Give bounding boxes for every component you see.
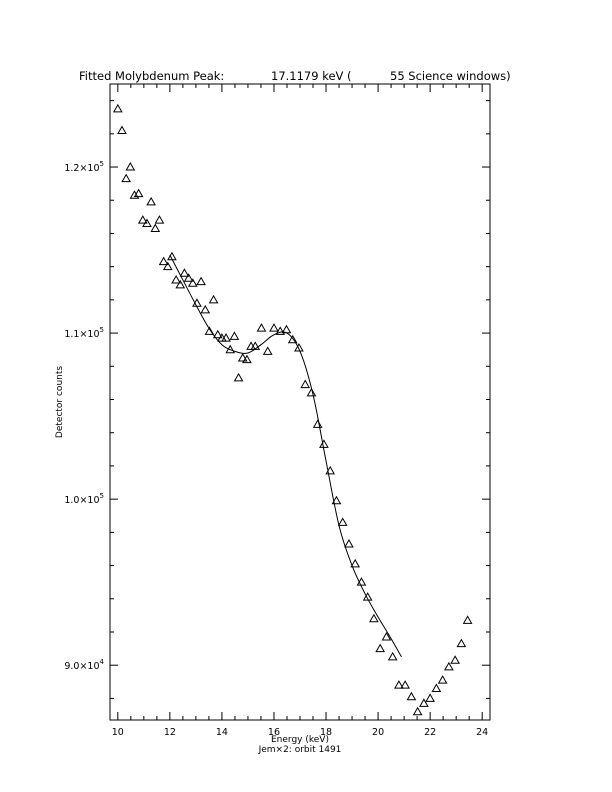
data-point	[155, 216, 163, 223]
data-points	[114, 105, 472, 715]
data-point	[389, 653, 397, 660]
data-point	[376, 645, 384, 652]
data-point	[193, 299, 201, 306]
data-point	[439, 676, 447, 683]
chart-title-label: Fitted Molybdenum Peak:	[79, 69, 225, 83]
plot-frame	[110, 84, 490, 720]
data-point	[235, 374, 243, 381]
data-point	[151, 224, 159, 231]
data-point	[445, 663, 453, 670]
data-point	[314, 420, 322, 427]
x-tick-label: 10	[111, 727, 124, 738]
data-point	[320, 440, 328, 447]
data-point	[247, 342, 255, 349]
footer-note: Jem×2: orbit 1491	[258, 745, 342, 755]
data-point	[180, 269, 188, 276]
data-point	[164, 263, 172, 270]
fit-curve	[170, 255, 402, 657]
y-axis-title: Detector counts	[55, 365, 65, 439]
data-point	[270, 324, 278, 331]
data-point	[370, 615, 378, 622]
data-point	[222, 334, 230, 341]
axis-ticks	[110, 84, 490, 720]
data-point	[432, 684, 440, 691]
data-point	[210, 296, 218, 303]
x-tick-label: 24	[476, 727, 489, 738]
data-point	[176, 281, 184, 288]
data-point	[197, 278, 205, 285]
data-point	[407, 693, 415, 700]
data-point	[172, 276, 180, 283]
x-tick-label: 20	[372, 727, 385, 738]
data-point	[114, 105, 122, 112]
data-point	[339, 518, 347, 525]
data-point	[147, 198, 155, 205]
data-point	[382, 633, 390, 640]
x-tick-label: 12	[163, 727, 176, 738]
data-point	[257, 324, 265, 331]
data-point	[122, 175, 130, 182]
axis-tick-labels	[64, 160, 488, 738]
x-tick-label: 14	[215, 727, 228, 738]
data-point	[345, 540, 353, 547]
data-point	[301, 381, 309, 388]
x-tick-label: 18	[319, 727, 333, 738]
data-point	[126, 163, 134, 170]
data-point	[414, 708, 422, 715]
data-point	[451, 656, 459, 663]
data-point	[251, 342, 259, 349]
x-axis-title: Energy (keV)	[271, 735, 329, 745]
chart-title-energy: 17.1179 keV (	[271, 69, 352, 83]
data-point	[189, 279, 197, 286]
data-point	[185, 274, 193, 281]
x-tick-label: 16	[267, 727, 281, 738]
data-point	[464, 616, 472, 623]
y-tick-label: $9.0\times 10^4$	[64, 658, 104, 673]
data-point	[118, 126, 126, 133]
data-point	[457, 640, 465, 647]
data-point	[160, 258, 168, 265]
x-tick-label: 22	[424, 727, 437, 738]
data-point	[264, 347, 272, 354]
data-point	[426, 694, 434, 701]
data-point	[230, 332, 238, 339]
y-tick-label: $1.1\times 10^5$	[64, 326, 104, 341]
chart-title-windows: 55 Science windows)	[390, 69, 511, 83]
y-tick-label: $1.0\times 10^5$	[64, 492, 104, 507]
data-point	[201, 306, 209, 313]
y-tick-label: $1.2\times 10^5$	[64, 160, 104, 175]
